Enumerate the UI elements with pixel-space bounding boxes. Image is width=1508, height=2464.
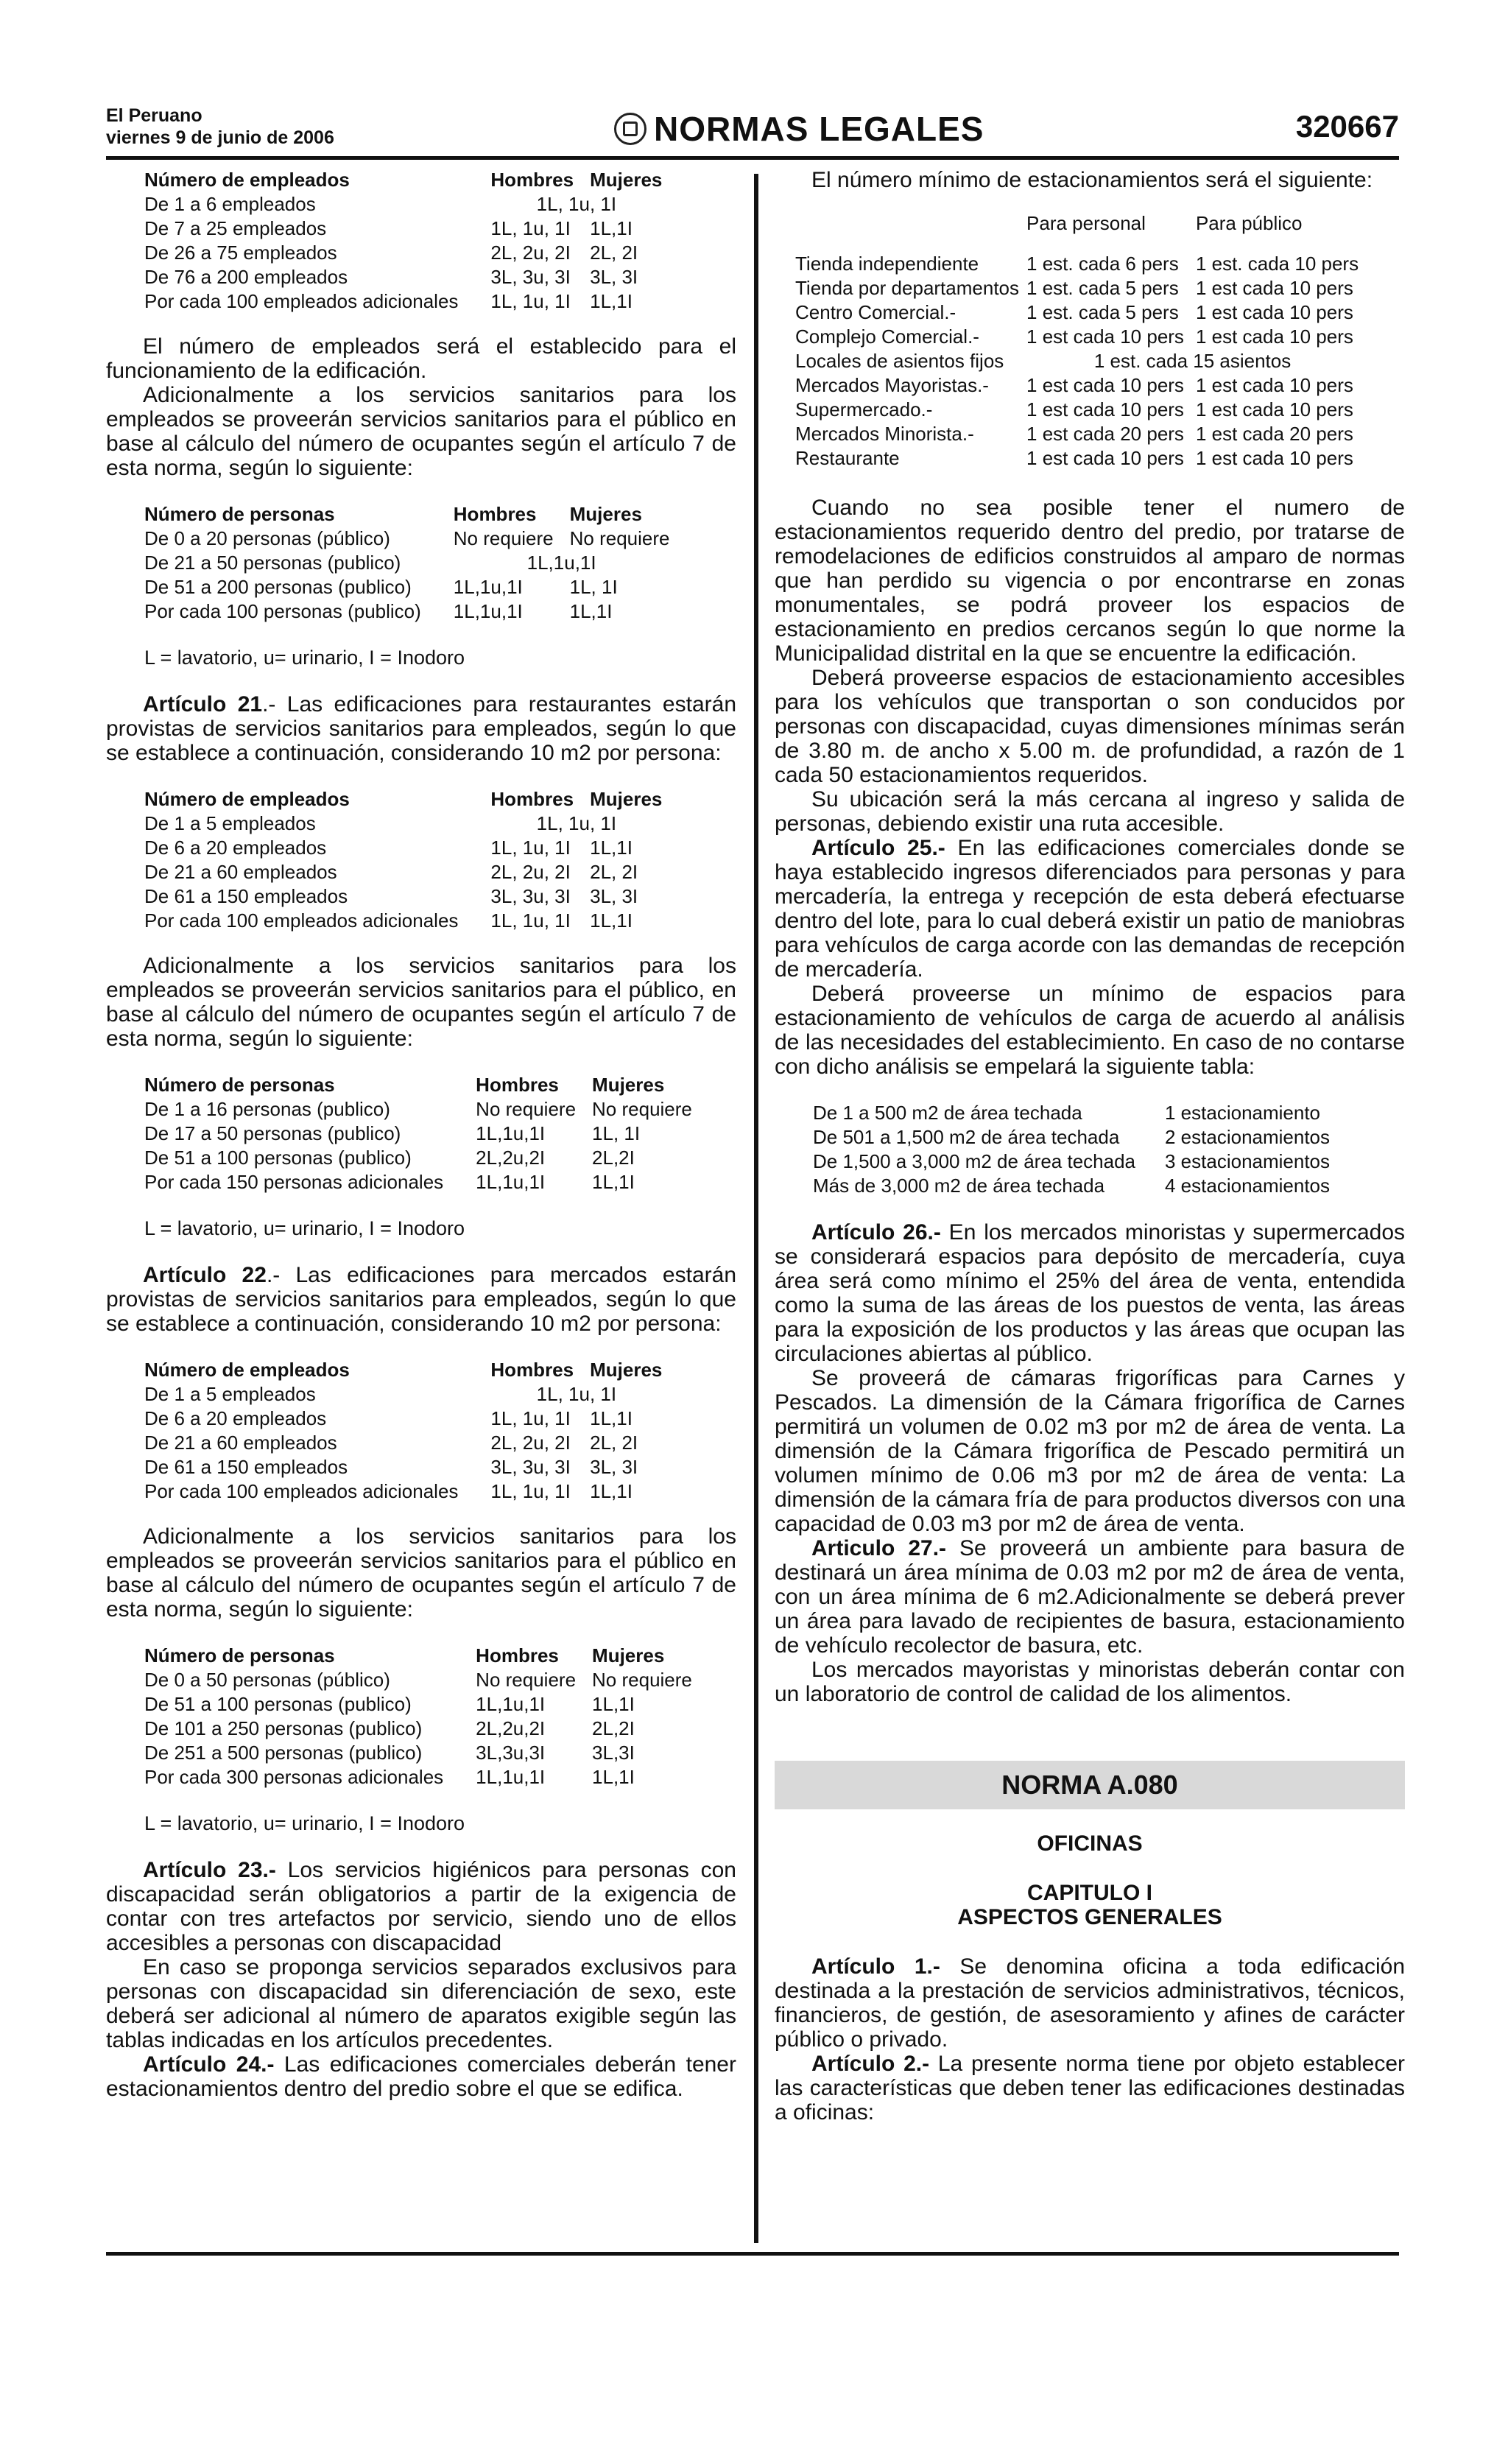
masthead bbox=[106, 105, 334, 149]
article-label: Artículo 2.- bbox=[811, 2052, 930, 2076]
page-number: 320667 bbox=[1295, 109, 1399, 144]
table-cell: 1 est cada 10 pers bbox=[1026, 447, 1184, 469]
table-header-cell: Número de personas bbox=[144, 1074, 335, 1096]
table-header-row bbox=[144, 1644, 708, 1668]
section-subtitle: OFICINAS bbox=[1037, 1831, 1143, 1856]
table-cell: 1L, 1I bbox=[592, 1122, 641, 1144]
table-header-row bbox=[144, 1073, 708, 1097]
table-cell: 1L, 1u, 1I bbox=[490, 1407, 571, 1429]
table-header-row bbox=[144, 502, 686, 527]
table-cell: De 251 a 500 personas (publico) bbox=[144, 1742, 423, 1764]
right-column bbox=[775, 168, 1405, 2125]
table-row bbox=[144, 192, 678, 217]
article-25: Artículo 25.- En las edificaciones comerciales donde se haya establecido ingresos diferenciados para personas y para mercadería, la entrega y recepción de esta deberá efectuarse dentro del lote, para lo cual deberá existir un patio de maniobras para vehículos de carga acorde con las demandas de recepción de mercadería. bbox=[775, 836, 1405, 982]
table-cell: 1L, 1u, 1I bbox=[490, 837, 571, 859]
article-label: Artículo 22 bbox=[143, 1263, 267, 1287]
table-cell: De 0 a 20 personas (público) bbox=[144, 527, 390, 549]
table-row bbox=[795, 373, 1370, 398]
table-cell: 3 estacionamientos bbox=[1165, 1150, 1331, 1172]
table-cell: 3L, 3I bbox=[590, 266, 638, 288]
table-cell: No requiere bbox=[476, 1669, 577, 1691]
table-row bbox=[144, 836, 678, 860]
parking-requirements-table bbox=[795, 211, 1370, 471]
table-row bbox=[144, 551, 686, 575]
table-cell: 1 est cada 20 pers bbox=[1195, 423, 1353, 445]
table-row bbox=[144, 241, 678, 265]
loading-bays-table bbox=[813, 1101, 1330, 1198]
table-cell: 1 est cada 10 pers bbox=[1026, 398, 1184, 420]
table-header-cell: Hombres bbox=[490, 788, 574, 810]
table-cell: De 1 a 500 m2 de área techada bbox=[813, 1102, 1082, 1124]
table-cell: Por cada 300 personas adicionales bbox=[144, 1766, 444, 1788]
table-row bbox=[795, 349, 1370, 373]
table-cell: 1L, 1u, 1I bbox=[536, 1383, 617, 1405]
table-header-cell: Mujeres bbox=[569, 503, 642, 525]
table-cell: Supermercado.- bbox=[795, 398, 933, 420]
legend-note: L = lavatorio, u= urinario, I = Inodoro bbox=[144, 1812, 465, 1834]
table-cell: De 17 a 50 personas (publico) bbox=[144, 1122, 401, 1144]
article-2: Artículo 2.- La presente norma tiene por objeto establecer las características que deben tener las edificaciones destinadas a oficinas: bbox=[775, 2052, 1405, 2125]
paragraph: Adicionalmente a los servicios sanitarios para los empleados se proveerán servicios sanitarios para el público en base al cálculo del número de ocupantes según el artículo 7 de esta norma, según lo siguiente: bbox=[106, 383, 736, 480]
table-header-cell: Mujeres bbox=[592, 1644, 665, 1666]
table-row bbox=[795, 276, 1370, 300]
table-cell: De 51 a 100 personas (publico) bbox=[144, 1693, 412, 1715]
column-divider bbox=[754, 174, 758, 2243]
footer-divider bbox=[106, 2252, 1399, 2256]
table-cell: 1L,1I bbox=[590, 217, 633, 239]
table-cell: 1 est cada 10 pers bbox=[1195, 398, 1353, 420]
paragraph: En caso se proponga servicios separados exclusivos para personas con discapacidad sin diferenciación de sexo, este deberá ser adicional al número de aparatos exigible según las tablas indicadas en los artículos precedentes. bbox=[106, 1955, 736, 2052]
table-cell: Por cada 100 personas (publico) bbox=[144, 600, 421, 622]
table-cell: No requiere bbox=[453, 527, 554, 549]
table-row bbox=[144, 1170, 708, 1194]
table-cell: 1L,1I bbox=[590, 909, 633, 932]
table-cell: De 1 a 5 empleados bbox=[144, 812, 316, 834]
table-row bbox=[144, 1382, 678, 1407]
table-cell: 1L,1u,1I bbox=[526, 552, 596, 574]
coat-of-arms-icon bbox=[614, 113, 646, 145]
table-row bbox=[795, 398, 1370, 422]
table-cell: 2L, 2u, 2I bbox=[490, 242, 571, 264]
article-label: Artículo 24.- bbox=[143, 2052, 275, 2077]
table-cell: 1L,1u,1I bbox=[476, 1122, 546, 1144]
table-row bbox=[813, 1101, 1330, 1125]
paragraph: Adicionalmente a los servicios sanitarios para los empleados se proveerán servicios sanitarios para el público en base al cálculo del número de ocupantes según el artículo 7 de esta norma, según lo siguiente: bbox=[106, 1524, 736, 1622]
table-row bbox=[144, 1455, 678, 1479]
table-row bbox=[795, 325, 1370, 349]
table-row bbox=[144, 1146, 708, 1170]
table-cell: 1 est cada 10 pers bbox=[1026, 325, 1184, 348]
table-row bbox=[144, 884, 678, 909]
paragraph: Su ubicación será la más cercana al ingreso y salida de personas, debiendo existir una ruta accesible. bbox=[775, 787, 1405, 836]
table-cell: 2L,2I bbox=[592, 1147, 635, 1169]
table-cell: 3L, 3I bbox=[590, 885, 638, 907]
table-cell: 1L,1u,1I bbox=[453, 576, 523, 598]
table-cell: 3L, 3I bbox=[590, 1456, 638, 1478]
table-cell: 1L,1I bbox=[592, 1693, 635, 1715]
table-cell: 1 est. cada 10 pers bbox=[1195, 253, 1359, 275]
table-row bbox=[144, 1431, 678, 1455]
table-cell: Locales de asientos fijos bbox=[795, 350, 1004, 372]
paragraph: Adicionalmente a los servicios sanitarios para los empleados se proveerán servicios sanitarios para el público, en base al cálculo del número de ocupantes según el artículo 7 de esta norma, según lo siguiente: bbox=[106, 954, 736, 1051]
table-cell: Por cada 100 empleados adicionales bbox=[144, 909, 459, 932]
employees-sanitary-table bbox=[144, 168, 678, 314]
chapter-subtitle: ASPECTOS GENERALES bbox=[957, 1905, 1222, 1929]
public-sanitary-table bbox=[144, 502, 686, 624]
paragraph: Deberá proveerse un mínimo de espacios para estacionamiento de vehículos de carga de acuerdo al análisis de las necesidades del establecimiento. En caso de no contarse con dicho análisis se empelará la siguiente tabla: bbox=[775, 982, 1405, 1079]
publication-name: El Peruano bbox=[106, 105, 202, 126]
article-label: Artículo 1.- bbox=[811, 1954, 940, 1979]
article-label: Artículo 26.- bbox=[811, 1220, 941, 1245]
table-header-cell: Hombres bbox=[490, 169, 574, 191]
page-header bbox=[106, 105, 1399, 158]
table-cell: 1 estacionamiento bbox=[1165, 1102, 1321, 1124]
table-cell: 1 est cada 10 pers bbox=[1195, 277, 1353, 299]
table-row bbox=[144, 265, 678, 289]
table-cell: 1 est. cada 6 pers bbox=[1026, 253, 1179, 275]
section-heading bbox=[614, 109, 984, 149]
table-header-cell: Número de empleados bbox=[144, 1359, 350, 1381]
table-cell: 1 est cada 10 pers bbox=[1195, 374, 1353, 396]
table-cell: 1 est cada 10 pers bbox=[1195, 447, 1353, 469]
table-cell: 1L, 1u, 1I bbox=[490, 909, 571, 932]
table-header-row bbox=[144, 787, 678, 812]
table-cell: 1L,1I bbox=[590, 290, 633, 312]
table-cell: De 6 a 20 empleados bbox=[144, 837, 327, 859]
table-cell: De 21 a 50 personas (publico) bbox=[144, 552, 401, 574]
table-header-cell: Mujeres bbox=[590, 169, 663, 191]
table-cell: De 76 a 200 empleados bbox=[144, 266, 348, 288]
article-21: Artículo 21.- Las edificaciones para restaurantes estarán provistas de servicios sanitarios para empleados, según lo que se establece a continuación, considerando 10 m2 por persona: bbox=[106, 692, 736, 765]
table-cell: 3L, 3u, 3I bbox=[490, 1456, 571, 1478]
article-1: Artículo 1.- Se denomina oficina a toda edificación destinada a la prestación de servicios administrativos, técnicos, financieros, de gestión, de asesoramiento y afines de carácter público o privado. bbox=[775, 1954, 1405, 2052]
table-cell: 1L, 1u, 1I bbox=[536, 812, 617, 834]
chapter-title: CAPITULO I bbox=[1027, 1881, 1152, 1905]
table-cell: 1L,1u,1I bbox=[476, 1693, 546, 1715]
table-cell: De 1,500 a 3,000 m2 de área techada bbox=[813, 1150, 1135, 1172]
table-cell: 1L, 1u, 1I bbox=[490, 290, 571, 312]
table-header-cell bbox=[795, 211, 1026, 252]
table-cell: 2L,2u,2I bbox=[476, 1717, 546, 1739]
table-header-cell: Para público bbox=[1195, 212, 1303, 234]
table-cell: 2L,2u,2I bbox=[476, 1147, 546, 1169]
market-employees-table bbox=[144, 1358, 678, 1504]
table-row bbox=[795, 252, 1370, 276]
article-27: Articulo 27.- Se proveerá un ambiente para basura de destinará un área mínima de 0.03 m2 por m2 de área de venta, con un área mínima de 6 m2.Adicionalmente se deberá prever un área para lavado de recipientes de basura, estacionamiento de vehículo recolector de basura, etc. bbox=[775, 1536, 1405, 1658]
table-header-cell: Hombres bbox=[476, 1644, 559, 1666]
article-label: Artículo 25.- bbox=[811, 836, 945, 860]
table-cell: De 7 a 25 empleados bbox=[144, 217, 327, 239]
section-title: NORMAS LEGALES bbox=[654, 110, 984, 148]
table-cell: Por cada 100 empleados adicionales bbox=[144, 290, 459, 312]
article-22: Artículo 22.- Las edificaciones para mercados estarán provistas de servicios sanitarios para empleados, según lo que se establece a continuación, considerando 10 m2 por persona: bbox=[106, 1263, 736, 1336]
publication-date: viernes 9 de junio de 2006 bbox=[106, 127, 334, 148]
table-header-cell: Número de personas bbox=[144, 1644, 335, 1666]
legend-note: L = lavatorio, u= urinario, I = Inodoro bbox=[144, 647, 465, 669]
table-row bbox=[144, 599, 686, 624]
table-cell: De 26 a 75 empleados bbox=[144, 242, 337, 264]
article-24: Artículo 24.- Las edificaciones comerciales deberán tener estacionamientos dentro del predio sobre el que se edifica. bbox=[106, 2052, 736, 2101]
table-row bbox=[795, 300, 1370, 325]
table-cell: Por cada 150 personas adicionales bbox=[144, 1171, 444, 1193]
table-cell: 1L, 1u, 1I bbox=[490, 1480, 571, 1502]
table-cell: De 1 a 5 empleados bbox=[144, 1383, 316, 1405]
table-cell: De 51 a 200 personas (publico) bbox=[144, 576, 412, 598]
table-cell: 1 est. cada 15 asientos bbox=[1093, 350, 1292, 372]
table-header-row bbox=[144, 1358, 678, 1382]
table-cell: 1L,1I bbox=[592, 1766, 635, 1788]
table-cell: Mercados Mayoristas.- bbox=[795, 374, 989, 396]
article-23: Artículo 23.- Los servicios higiénicos para personas con discapacidad serán obligatorios a partir de la exigencia de contar con tres artefactos por servicio, siendo uno de ellos accesibles a personas con discapacidad bbox=[106, 1858, 736, 1955]
table-row bbox=[144, 1717, 708, 1741]
article-label: Articulo 27.- bbox=[811, 1536, 947, 1560]
table-cell: 3L,3I bbox=[592, 1742, 635, 1764]
table-header-cell: Hombres bbox=[476, 1074, 559, 1096]
table-cell: De 1 a 16 personas (publico) bbox=[144, 1098, 390, 1120]
paragraph: Cuando no sea posible tener el numero de estacionamientos requerido dentro del predio, por tratarse de remodelaciones de edificios construidos al amparo de normas que han perdido su vigencia o por encontrarse en zonas monumentales, se podrá proveer los espacios de estacionamiento en predios cercanos según lo que norme la Municipalidad distrital en la que se encuentre la edificación. bbox=[775, 496, 1405, 666]
table-cell: De 21 a 60 empleados bbox=[144, 861, 337, 883]
table-cell: De 21 a 60 empleados bbox=[144, 1432, 337, 1454]
table-header-cell: Para personal bbox=[1026, 212, 1146, 234]
paragraph: El número de empleados será el establecido para el funcionamiento de la edificación. bbox=[106, 334, 736, 383]
table-cell: 2L, 2u, 2I bbox=[490, 1432, 571, 1454]
table-cell: Mercados Minorista.- bbox=[795, 423, 974, 445]
table-cell: 1L,1I bbox=[590, 1407, 633, 1429]
table-row bbox=[144, 217, 678, 241]
table-cell: Centro Comercial.- bbox=[795, 301, 956, 323]
table-header-cell: Número de personas bbox=[144, 503, 335, 525]
table-cell: Más de 3,000 m2 de área techada bbox=[813, 1175, 1105, 1197]
table-cell: Tienda independiente bbox=[795, 253, 979, 275]
table-cell: Por cada 100 empleados adicionales bbox=[144, 1480, 459, 1502]
table-cell: 1L,1u,1I bbox=[476, 1171, 546, 1193]
table-cell: 3L,3u,3I bbox=[476, 1742, 546, 1764]
table-cell: 1 est cada 10 pers bbox=[1026, 374, 1184, 396]
paragraph: Deberá proveerse espacios de estacionamiento accesibles para los vehículos que transportan o son conducidos por personas con discapacidad, cuyas dimensiones mínimas serán de 3.80 m. de ancho x 5.00 m. de profundidad, a razón de 1 cada 50 estacionamientos requeridos. bbox=[775, 666, 1405, 787]
table-header-cell: Hombres bbox=[453, 503, 537, 525]
table-header-cell: Mujeres bbox=[590, 1359, 663, 1381]
table-cell: Restaurante bbox=[795, 447, 900, 469]
table-cell: 2L, 2I bbox=[590, 242, 638, 264]
table-row bbox=[813, 1174, 1330, 1198]
table-cell: De 61 a 150 empleados bbox=[144, 885, 348, 907]
table-cell: De 51 a 100 personas (publico) bbox=[144, 1147, 412, 1169]
table-header-cell: Mujeres bbox=[592, 1074, 665, 1096]
article-label: Artículo 23.- bbox=[143, 1858, 276, 1882]
table-cell: 2L, 2I bbox=[590, 1432, 638, 1454]
left-column bbox=[106, 168, 736, 2101]
legend-note: L = lavatorio, u= urinario, I = Inodoro bbox=[144, 1217, 465, 1239]
table-row bbox=[813, 1125, 1330, 1150]
table-cell: 1L,1I bbox=[592, 1171, 635, 1193]
table-cell: No requiere bbox=[592, 1098, 692, 1120]
article-label: Artículo 21 bbox=[143, 692, 263, 717]
table-row bbox=[144, 860, 678, 884]
table-row bbox=[795, 446, 1370, 471]
table-cell: No requiere bbox=[476, 1098, 577, 1120]
norma-heading: NORMA A.080 bbox=[775, 1761, 1405, 1809]
paragraph: El número mínimo de estacionamientos será el siguiente: bbox=[811, 168, 1373, 192]
table-cell: 1L, 1u, 1I bbox=[490, 217, 571, 239]
table-cell: 2L, 2u, 2I bbox=[490, 861, 571, 883]
table-row bbox=[144, 812, 678, 836]
article-26: Artículo 26.- En los mercados minoristas y supermercados se considerará espacios para depósito de mercadería, cuya área será como mínimo el 25% del área de venta, entendida como la suma de las áreas de los puestos de venta, las áreas para la exposición de los productos y las áreas que ocupan las circulaciones abiertas al público. bbox=[775, 1220, 1405, 1366]
table-cell: 1 est cada 10 pers bbox=[1195, 325, 1353, 348]
table-header-cell: Número de empleados bbox=[144, 169, 350, 191]
paragraph: Los mercados mayoristas y minoristas deberán contar con un laboratorio de control de calidad de los alimentos. bbox=[775, 1658, 1405, 1706]
table-cell: 1 est cada 10 pers bbox=[1195, 301, 1353, 323]
restaurant-public-table bbox=[144, 1073, 708, 1194]
table-row bbox=[813, 1150, 1330, 1174]
table-row bbox=[144, 1097, 708, 1122]
table-cell: 1L, 1I bbox=[569, 576, 618, 598]
table-row bbox=[144, 1407, 678, 1431]
table-header-row bbox=[144, 168, 678, 192]
table-row bbox=[144, 1668, 708, 1692]
table-cell: 2 estacionamientos bbox=[1165, 1126, 1331, 1148]
table-cell: 1 est cada 20 pers bbox=[1026, 423, 1184, 445]
table-cell: 1L,1I bbox=[590, 837, 633, 859]
table-cell: De 101 a 250 personas (publico) bbox=[144, 1717, 423, 1739]
table-cell: 1 est. cada 5 pers bbox=[1026, 277, 1179, 299]
table-header-cell: Mujeres bbox=[590, 788, 663, 810]
table-cell: No requiere bbox=[569, 527, 670, 549]
table-cell: 1L,1I bbox=[569, 600, 613, 622]
table-cell: 1 est. cada 5 pers bbox=[1026, 301, 1179, 323]
table-row bbox=[144, 1122, 708, 1146]
table-row bbox=[795, 422, 1370, 446]
table-cell: Complejo Comercial.- bbox=[795, 325, 979, 348]
table-cell: 3L, 3u, 3I bbox=[490, 266, 571, 288]
table-cell: 1L, 1u, 1I bbox=[536, 193, 617, 215]
restaurant-employees-table bbox=[144, 787, 678, 933]
table-cell: 2L,2I bbox=[592, 1717, 635, 1739]
table-cell: 4 estacionamientos bbox=[1165, 1175, 1331, 1197]
table-cell: 2L, 2I bbox=[590, 861, 638, 883]
table-cell: De 6 a 20 empleados bbox=[144, 1407, 327, 1429]
table-row bbox=[144, 527, 686, 551]
paragraph: Se proveerá de cámaras frigoríficas para Carnes y Pescados. La dimensión de la Cámara frigorífica de Carnes permitirá un volumen de 0.02 m3 por m2 de área de venta. La dimensión de la Cámara frigorífica de Pescado permitirá un volumen mínimo de 0.06 m3 por m2 de área de venta: La dimensión de la cámara fría de para productos diversos con una capacidad de 0.03 m3 por m2 de área de venta. bbox=[775, 1366, 1405, 1536]
table-row bbox=[144, 1692, 708, 1717]
table-cell: De 501 a 1,500 m2 de área techada bbox=[813, 1126, 1120, 1148]
table-cell: 3L, 3u, 3I bbox=[490, 885, 571, 907]
table-cell: No requiere bbox=[592, 1669, 692, 1691]
table-cell: 1L,1u,1I bbox=[453, 600, 523, 622]
table-cell: De 1 a 6 empleados bbox=[144, 193, 316, 215]
table-row bbox=[144, 575, 686, 599]
table-row bbox=[144, 1741, 708, 1765]
table-header-row bbox=[795, 211, 1370, 252]
table-cell: De 61 a 150 empleados bbox=[144, 1456, 348, 1478]
market-public-table bbox=[144, 1644, 708, 1789]
header-divider bbox=[106, 156, 1399, 160]
table-cell: 1L,1u,1I bbox=[476, 1766, 546, 1788]
table-row bbox=[144, 1765, 708, 1789]
table-header-cell: Número de empleados bbox=[144, 788, 350, 810]
table-row bbox=[144, 909, 678, 933]
table-row bbox=[144, 1479, 678, 1504]
table-cell: Tienda por departamentos bbox=[795, 277, 1020, 299]
table-cell: De 0 a 50 personas (público) bbox=[144, 1669, 390, 1691]
table-header-cell: Hombres bbox=[490, 1359, 574, 1381]
table-cell: 1L,1I bbox=[590, 1480, 633, 1502]
table-row bbox=[144, 289, 678, 314]
